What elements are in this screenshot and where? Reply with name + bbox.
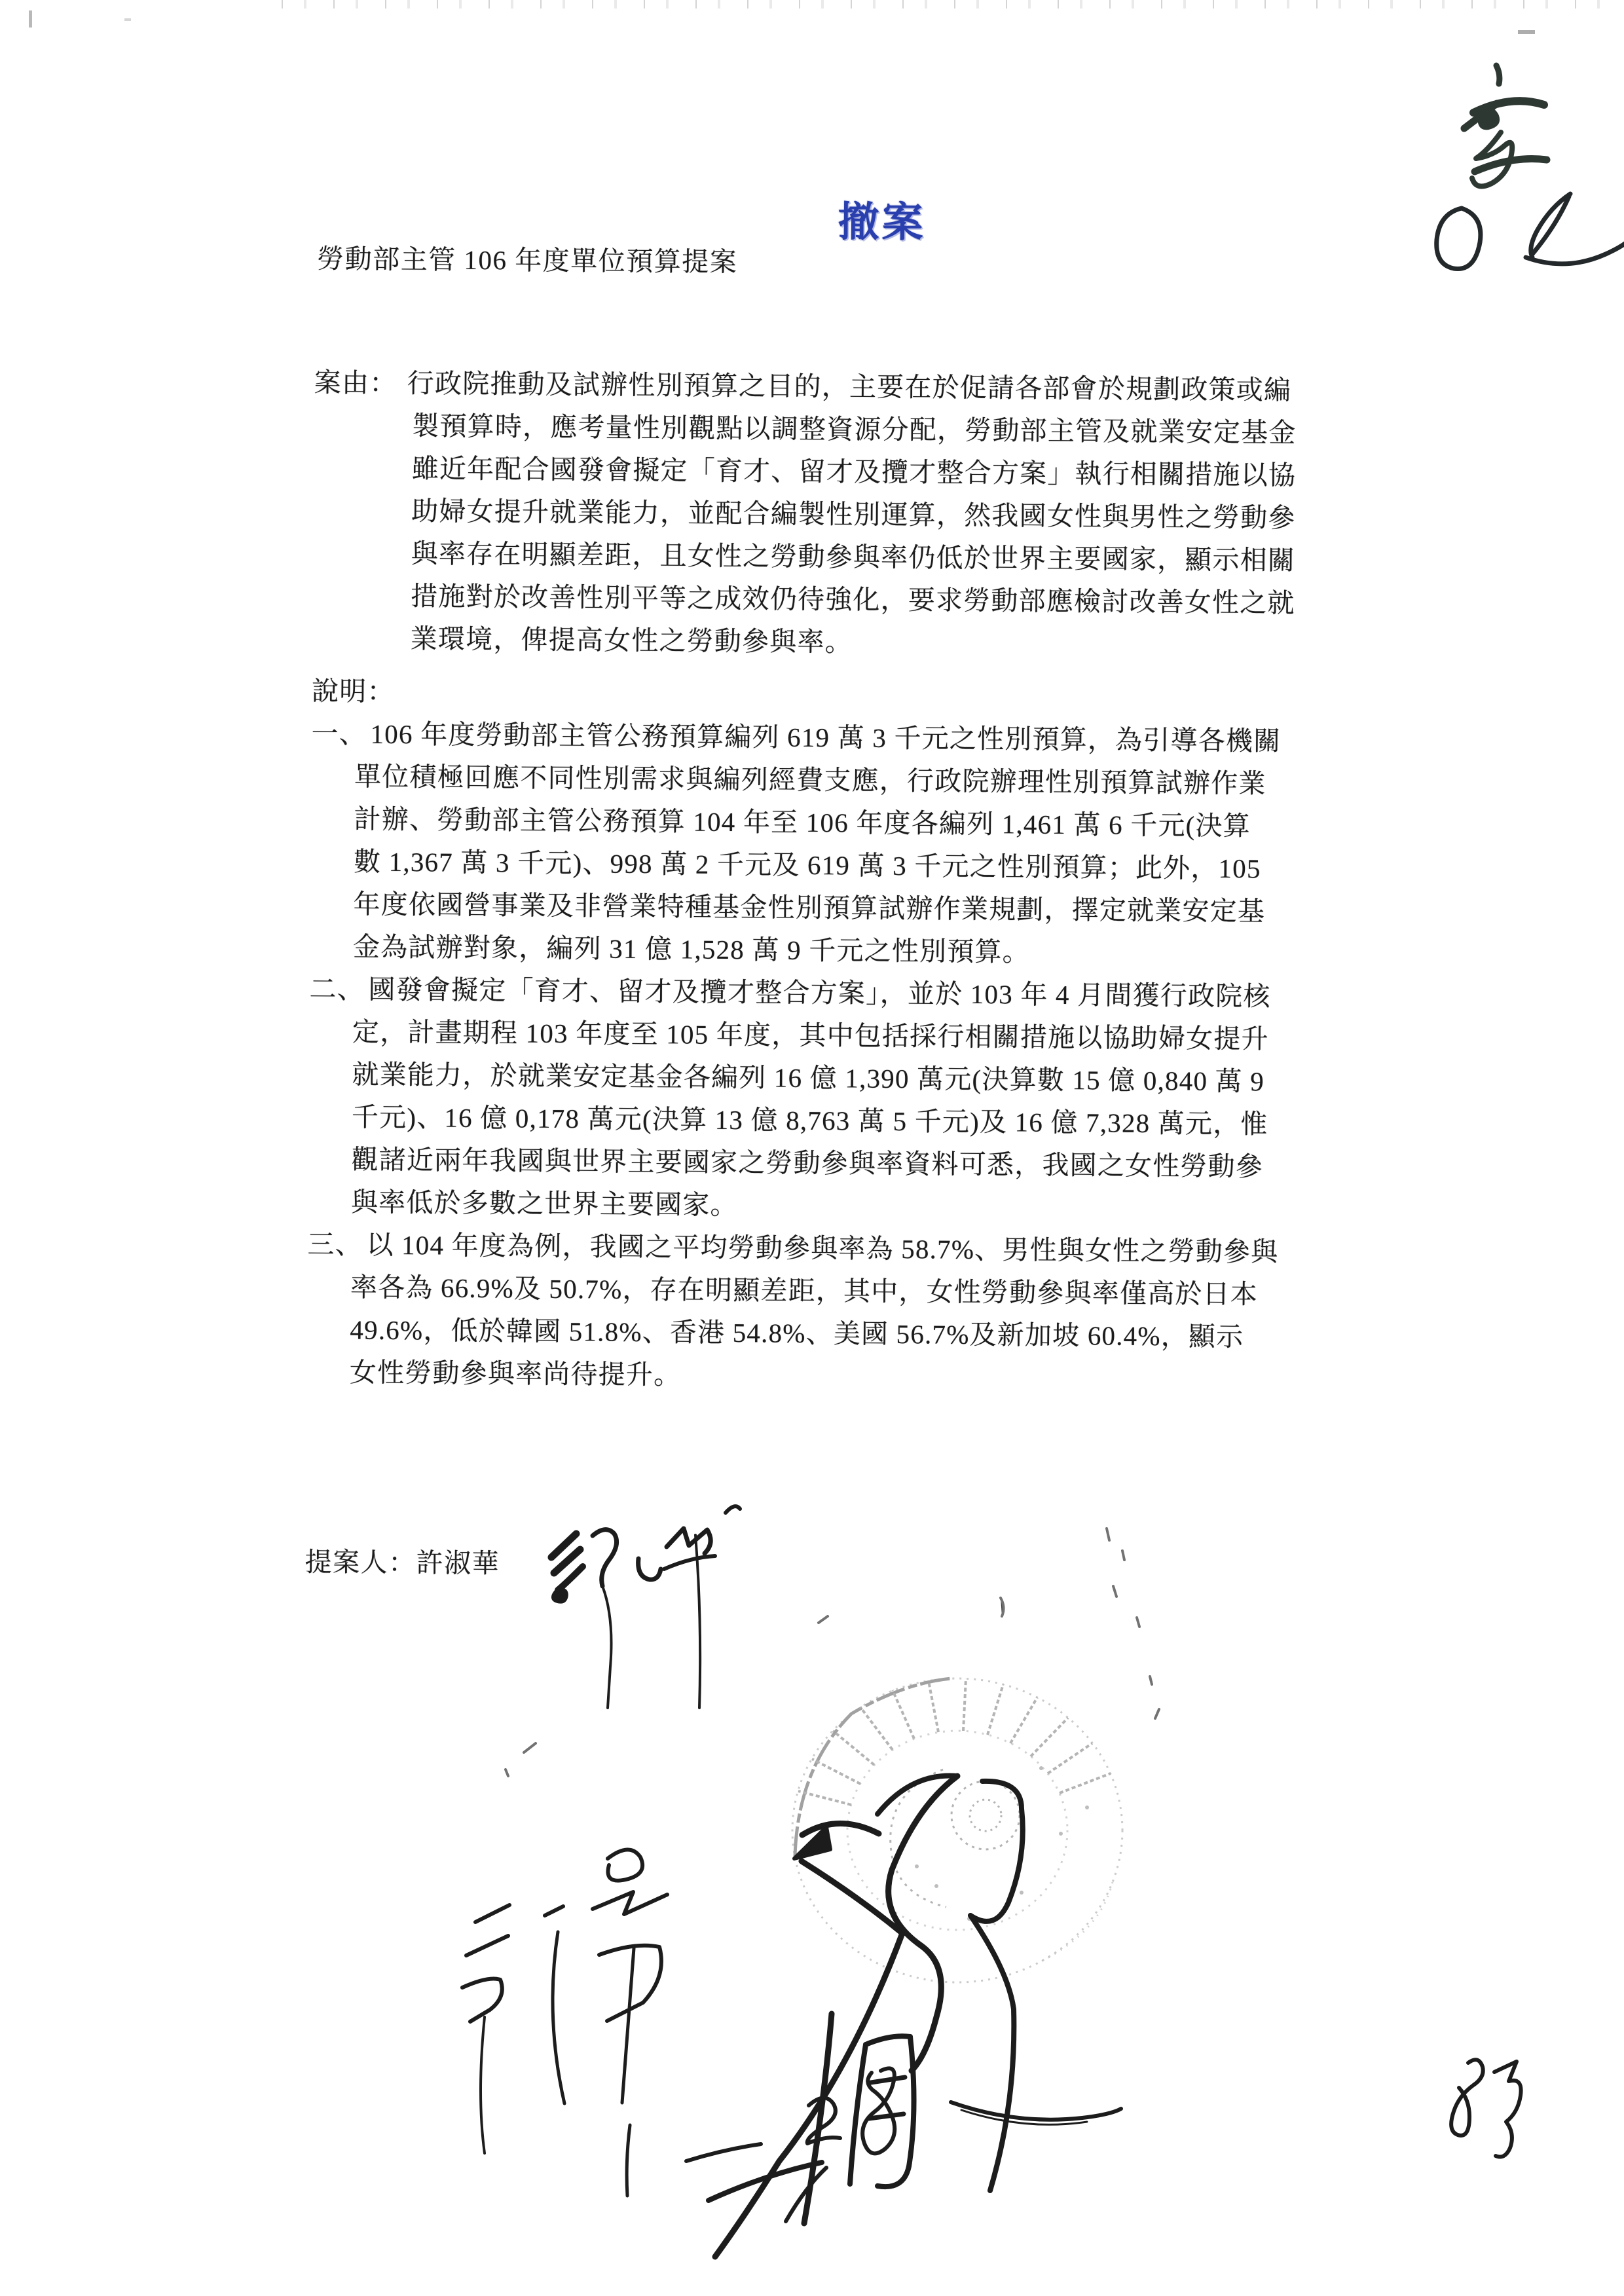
text-line: 106 年度勞動部主管公務預算編列 619 萬 3 千元之性別預算，為引導各機關 bbox=[370, 718, 1282, 756]
text-line: 49.6%，低於韓國 51.8%、香港 54.8%、美國 56.7%及新加坡 60.4%，顯示 bbox=[350, 1314, 1244, 1352]
text-line: 年度依國營事業及非營業特種基金性別預算試辦作業規劃，擇定就業安定基 bbox=[353, 889, 1266, 927]
text-line: 與率存在明顯差距，且女性之勞動參與率仍低於世界主要國家，顯示相關 bbox=[411, 538, 1296, 576]
text-line: 定，計畫期程 103 年度至 105 年度，其中包括採行相關措施以協助婦女提升 bbox=[352, 1016, 1269, 1054]
text-line: 女性勞動參與率尚待提升。 bbox=[349, 1357, 682, 1390]
item-marker: 三、 bbox=[307, 1229, 363, 1260]
text-line: 與率低於多數之世界主要國家。 bbox=[350, 1187, 738, 1221]
document-body bbox=[306, 361, 1414, 1402]
text-line: 金為試辦對象，編列 31 億 1,528 萬 9 千元之性別預算。 bbox=[352, 931, 1031, 967]
text-line: 觀諸近兩年我國與世界主要國家之勞動參與率資料可悉，我國之女性勞動參 bbox=[351, 1144, 1264, 1182]
text-line: 國發會擬定「育才、留才及攬才整合方案」，並於 103 年 4 月間獲行政院核 bbox=[368, 974, 1271, 1012]
proposer-name: 許淑華 bbox=[416, 1547, 500, 1579]
text-line: 率各為 66.9%及 50.7%，存在明顯差距，其中，女性勞動參與率僅高於日本 bbox=[350, 1272, 1259, 1310]
text-line: 數 1,367 萬 3 千元)、998 萬 2 千元及 619 萬 3 千元之性別預算；此外，105 bbox=[353, 846, 1261, 884]
item-marker: 一、 bbox=[311, 718, 367, 749]
explanation-item-1 bbox=[310, 713, 1412, 976]
text-line: 雖近年配合國發會擬定「育才、留才及攬才整合方案」執行相關措施以協 bbox=[411, 453, 1297, 491]
text-line: 業環境，俾提高女性之勞動參與率。 bbox=[410, 623, 853, 657]
text-line: 措施對於改善性別平等之成效仍待強化，要求勞動部應檢討改善女性之就 bbox=[411, 581, 1295, 618]
proposer-label: 提案人： bbox=[304, 1546, 416, 1578]
withdrawn-case-stamp: 撤案 bbox=[838, 199, 926, 246]
text-line: 千元)、16 億 0,178 萬元(決算 13 億 8,763 萬 5 千元)及 16 億 7,328 萬元，惟 bbox=[351, 1102, 1268, 1139]
item-marker: 二、 bbox=[309, 973, 365, 1005]
explanation-heading: 說明： bbox=[311, 675, 395, 707]
case-reason-label: 案由： bbox=[314, 367, 397, 398]
text-line: 計辦、勞動部主管公務預算 104 年至 106 年度各編列 1,461 萬 6 千元(決算 bbox=[354, 804, 1251, 842]
proposer-line bbox=[304, 1540, 500, 1580]
text-line: 以 104 年度為例，我國之平均勞動參與率為 58.7%、男性與女性之勞動參與 bbox=[366, 1229, 1279, 1267]
explanation-item-3 bbox=[306, 1223, 1408, 1402]
text-line: 就業能力，於就業安定基金各編列 16 億 1,390 萬元(決算數 15 億 0,840 萬 9 bbox=[352, 1059, 1265, 1097]
text-line: 單位積極回應不同性別需求與編列經費支應，行政院辦理性別預算試辦作業 bbox=[354, 761, 1266, 799]
text-line: 行政院推動及試辦性別預算之目的，主要在於促請各部會於規劃政策或編 bbox=[407, 368, 1292, 405]
case-reason-paragraph bbox=[312, 361, 1414, 668]
explanation-item-2 bbox=[308, 968, 1410, 1232]
text-line: 製預算時，應考量性別觀點以調整資源分配，勞動部主管及就業安定基金 bbox=[412, 411, 1297, 448]
document-title: 勞動部主管 106 年度單位預算提案 bbox=[317, 244, 738, 278]
text-line: 助婦女提升就業能力，並配合編製性別運算，然我國女性與男性之勞動參 bbox=[411, 496, 1296, 533]
